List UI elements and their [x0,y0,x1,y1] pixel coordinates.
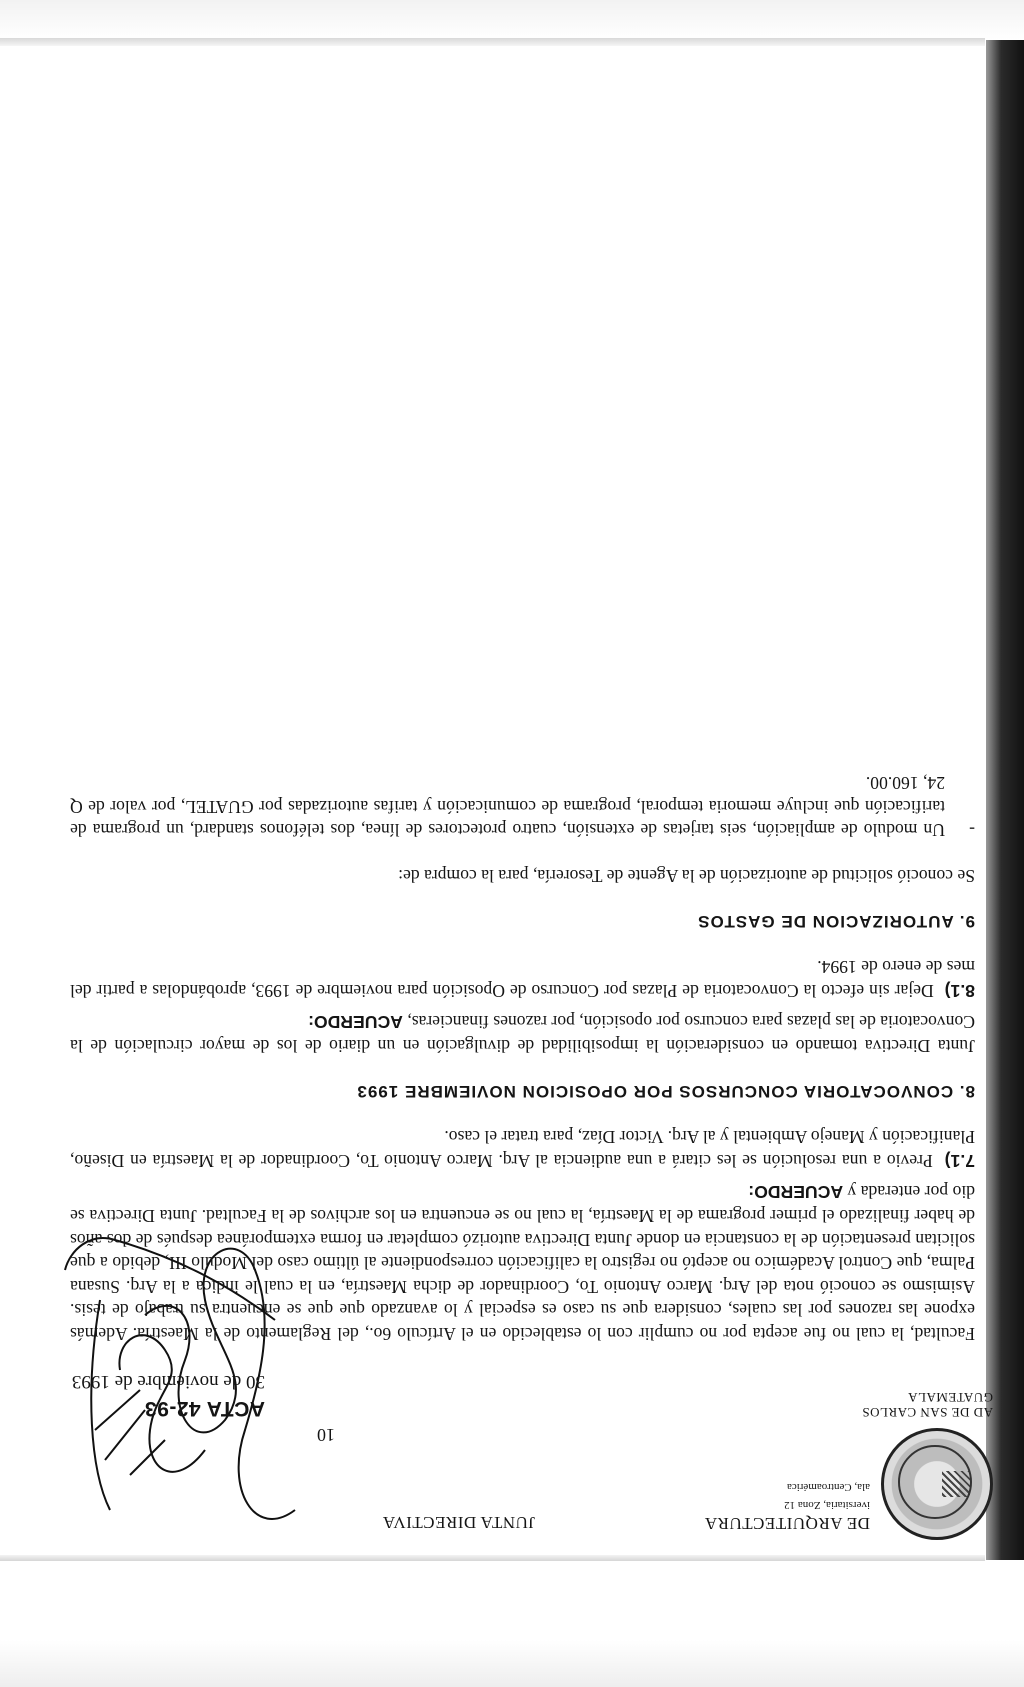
item-8-1-number: 8.1) [944,980,975,1001]
faculty-country: ala, Centroamérica [786,1481,870,1493]
university-seal-icon [881,1428,993,1540]
section-8-text: Junta Directiva tomando en consideración la imposibilidad de divulgación en un diario de los de mayor circulación de la Convocatoria de las plazas para concurso por oposición, por razones financieras, [70,1012,975,1057]
university-line-1: AD DE SAN CARLOS [861,1405,993,1420]
section-9-paragraph: Se conoció solicitud de autorización de la Agente de Tesorería, para la compra de: [398,866,975,887]
university-line-2: GUATEMALA [907,1390,993,1405]
section-8-acuerdo-label: ACUERDO: [308,1012,403,1033]
page-bottom-edge [0,1555,985,1561]
university-name-block [862,1390,993,1420]
bullet-marker: - [969,820,975,841]
document-body [70,771,975,1345]
expense-list-item [70,771,975,842]
document-sheet [70,60,993,1550]
item-8-1-text: Dejar sin efecto la Convocatoria de Plazas por Concurso de Oposición para noviembre de 1993, aprobándolas a partir del mes de enero de 1994. [70,957,975,1001]
board-title: JUNTA DIRECTIVA [382,1513,535,1532]
paragraph-main-text: Facultad, la cual no fue acepta por no cumplir con lo establecido en el Artículo 6o., del Reglamento de la Maestría. Además expone las razones por las cuales, considera que su caso es especial y lo avanzado que que se encuentra su trabajo de tesis. Asimismo se conoció nota del Arq. Marco Antonio To, Coordinador de dicha Maestría, en la cual le indica a la Arq. Susana Palma, que Control Académico no aceptó no registro la calificación correspondiente al último caso del Modulo III, debido a que solicitan presentación de la constancia en donde Junta Directiva autorizó completar en forma extemporánea después de dos años de haber finalizado el primer programa de la Maestría, la cual no se encuentra en los archivos de la Facultad. Junta Directiva se dio por enterada y [70,1182,975,1344]
item-8-1 [70,955,975,1002]
item-7-1 [70,1125,975,1172]
book-binding-shadow [986,40,1024,1560]
paragraph-main [70,1180,975,1345]
page-top-edge [0,38,985,46]
acta-header [65,1370,265,1420]
section-8-paragraph [70,1010,975,1057]
item-7-1-text: Previo a una resolución se les citará a una audiencia al Arq. Marco Antonio To, Coordinador de la Maestría en Diseño, Planificación y Manejo Ambiental y al Arq. Victor Díaz, para tratar el caso. [70,1127,975,1171]
acta-title: ACTA 42-93 [144,1397,265,1420]
page-number: 10 [317,1425,335,1445]
item-7-1-number: 7.1) [944,1150,975,1171]
section-9-title: 9. AUTORIZACION DE GASTOS [697,911,975,931]
faculty-name: DE ARQUITECTURA [704,1514,870,1533]
seal-emblem [942,1471,970,1497]
faculty-address: iversitaria, Zona 12 [784,1499,870,1511]
acuerdo-label: ACUERDO: [748,1182,844,1203]
section-8-title: 8. CONVOCATORIA CONCURSOS POR OPOSICION NOVIEMBRE 1993 [356,1081,975,1101]
acta-date: 30 de noviembre de 1993 [71,1371,265,1392]
expense-item-text: Un modulo de ampliación, seis tarjetas de extensión, cuatro protectores de línea, dos teléfonos standard, un programa de tarificación que incluye memoria temporal, programa de comunicación y tarifas autorizadas por GUATEL, por valor de Q 24, 160.00. [70,773,945,841]
faculty-block [704,1478,870,1532]
